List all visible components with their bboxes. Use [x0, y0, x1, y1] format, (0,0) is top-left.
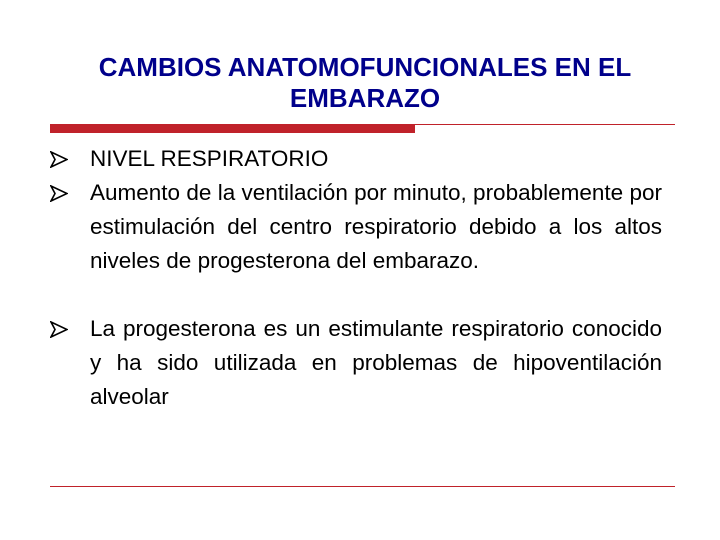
slide-title: CAMBIOS ANATOMOFUNCIONALES EN EL EMBARAZO [98, 52, 632, 113]
title-underline-thick [50, 124, 415, 133]
bullet-text: Aumento de la ventilación por minuto, probablemente por estimulación del centro respiratorio debido a los altos niveles de progesterona del embarazo. [90, 180, 662, 273]
bullet-text: La progesterona es un estimulante respiratorio conocido y ha sido utilizada en problemas de hipoventilación alveolar [90, 316, 662, 409]
footer-divider [50, 486, 675, 487]
bullet-item [50, 176, 662, 278]
bullet-text: NIVEL RESPIRATORIO [90, 146, 329, 171]
arrow-bullet-icon [50, 151, 68, 168]
title-underline [50, 124, 675, 134]
bullet-item [50, 142, 662, 176]
arrow-bullet-icon [50, 185, 68, 202]
bullet-item [50, 312, 662, 414]
title-underline-thin [50, 124, 675, 125]
bullet-list [50, 142, 662, 414]
arrow-bullet-icon [50, 321, 68, 338]
